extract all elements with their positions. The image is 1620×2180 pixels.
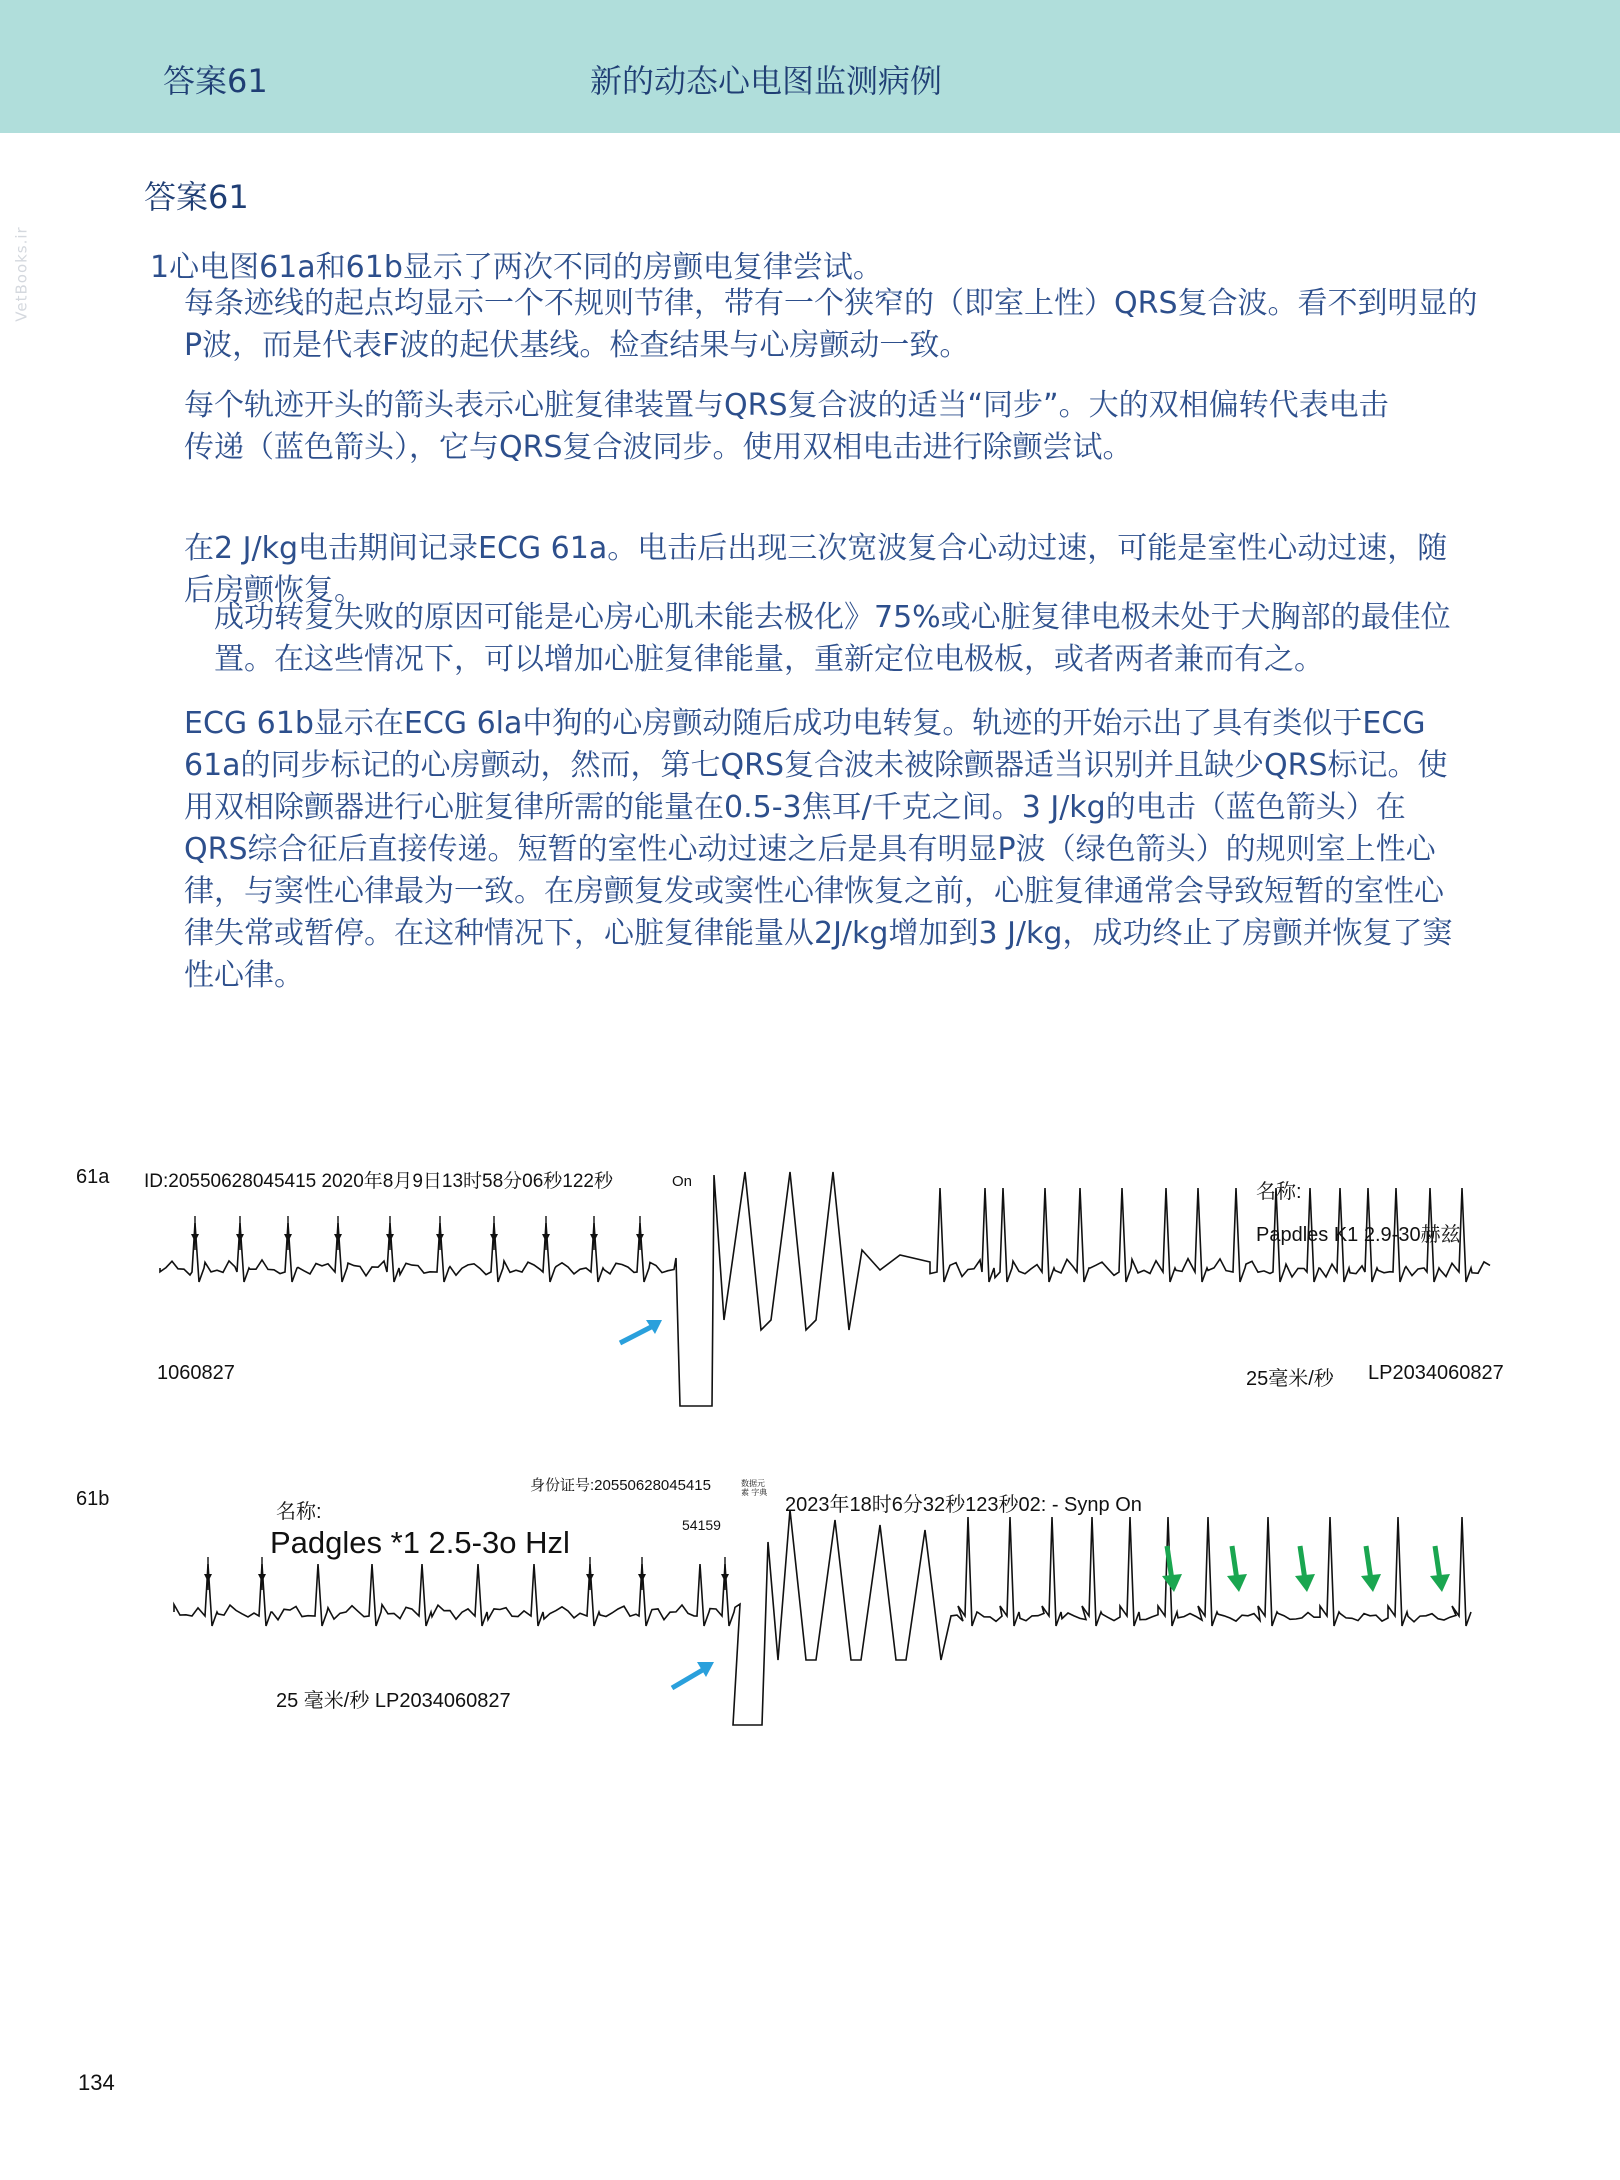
ecg-a-shock-arrow [620,1325,655,1343]
ecg-a-sync-marker-head [386,1234,394,1242]
ecg-b-p-wave-arrow-head [1295,1574,1315,1592]
ecg-b-p-wave-arrow [1232,1546,1237,1580]
ecg-b-name-label: 名称: [276,1501,322,1523]
page-number: 134 [78,2070,115,2095]
ecg-b-label: 61b [76,1488,110,1510]
ecg-b-small-text: 数据元素 字典 [741,1479,768,1497]
paragraph-1: 1心电图61a和61b显示了两次不同的房颤电复律尝试。 [150,250,883,285]
ecg-a-sync-marker-head [542,1234,550,1242]
ecg-b-sync-marker-head [586,1574,594,1582]
ecg-a-name-label: 名称: [1256,1181,1302,1203]
ecg-a-lp-code: LP2034060827 [1368,1362,1504,1384]
paragraph-6: ECG 61b显示在ECG 6la中狗的心房颤动随后成功电转复。轨迹的开始示出了具有类似于ECG 61a的同步标记的心房颤动，然而，第七QRS复合波未被除颤器适当识别并且缺少QRS标记。使用双相除颤器进行心脏复律所需的能量在0.5-3焦耳/千克之间。3 J/kg的电击（蓝色箭头）在QRS综合征后直接传递。短暂的室性心动过速之后是具有明显P波（绿色箭头）的规则室上性心律，与窦性心律最为一致。在房颤复发或窦性心律恢复之前，心脏复律通常会导致短暂的室性心律失常或暂停。在这种情况下，心脏复律能量从2J/kg增加到3 J/kg，成功终止了房颤并恢复了窦性心律。 [184,706,1453,993]
ecg-a-sync-marker-head [334,1234,342,1242]
ecg-b-p-wave-arrow [1366,1546,1371,1580]
ecg-a-trace [160,1172,1490,1406]
paragraph-2: 每条迹线的起点均显示一个不规则节律，带有一个狭窄的（即室上性）QRS复合波。看不到明显的P波，而是代表F波的起伏基线。检查结果与心房颤动一致。 [184,286,1478,363]
ecg-b-sync-marker-head [721,1574,729,1582]
header-answer-label: 答案61 [163,62,268,100]
ecg-b-paddles: Padgles *1 2.5-3o Hzl [270,1525,570,1560]
ecg-a-on-text: On [672,1173,693,1190]
watermark: VetBooks.ir [12,226,31,322]
ecg-b-code: 54159 [682,1517,721,1533]
ecg-b-p-wave-arrow [1167,1546,1172,1580]
ecg-a-sync-marker-head [191,1234,199,1242]
ecg-b-p-wave-arrow [1435,1546,1440,1580]
ecg-a-sync-marker-head [490,1234,498,1242]
ecg-b-trace [174,1510,1471,1725]
header-chapter-title: 新的动态心电图监测病例 [590,62,943,100]
paragraph-3: 每个轨迹开头的箭头表示心脏复律装置与QRS复合波的适当“同步”。大的双相偏转代表电击传递（蓝色箭头），它与QRS复合波同步。使用双相电击进行除颤尝试。 [184,388,1389,465]
ecg-b-shock-arrow [672,1668,706,1688]
ecg-b-sync-marker-head [638,1574,646,1582]
ecg-b-trace-group [174,1510,1471,1725]
ecg-b-p-wave-arrow-head [1227,1574,1247,1592]
paragraph-4: 在2 J/kg电击期间记录ECG 61a。电击后出现三次宽波复合心动过速，可能是室性心动过速，随后房颤恢复。 [184,531,1448,608]
paragraph-5: 成功转复失败的原因可能是心房心肌未能去极化》75%或心脏复律电极未处于犬胸部的最佳位置。在这些情况下，可以增加心脏复律能量，重新定位电极板，或者两者兼而有之。 [214,600,1451,677]
section-title: 答案61 [144,178,249,216]
ecg-b-p-wave-arrow [1300,1546,1305,1580]
ecg-a-sync-marker-head [284,1234,292,1242]
ecg-a-sync-marker-head [236,1234,244,1242]
ecg-a-sync-marker-head [636,1234,644,1242]
ecg-a-id-line: ID:20550628045415 2020年8月9日13时58分06秒122秒 [144,1171,613,1192]
ecg-a-paddles: Papdles K1 2.9-30赫兹 [1256,1224,1461,1246]
ecg-b-p-wave-arrow-head [1430,1574,1450,1592]
ecg-b-bottom: 25 毫米/秒 LP2034060827 [276,1690,511,1712]
ecg-a-bottom-left: 1060827 [157,1362,235,1384]
ecg-a-sync-marker-head [436,1234,444,1242]
ecg-b-id-line: 身份证号:20550628045415 [530,1477,711,1494]
ecg-a-trace-group [160,1172,1490,1406]
ecg-a-speed: 25毫米/秒 [1246,1368,1334,1390]
ecg-b-sync-marker-head [258,1574,266,1582]
ecg-b-sync-marker-head [204,1574,212,1582]
ecg-b-p-wave-arrow-head [1361,1574,1381,1592]
ecg-a-sync-marker-head [590,1234,598,1242]
ecg-b-p-wave-arrow-head [1162,1574,1182,1592]
ecg-a-label: 61a [76,1166,110,1188]
ecg-b-date-line: 2023年18时6分32秒123秒02: - Synp On [785,1494,1142,1516]
